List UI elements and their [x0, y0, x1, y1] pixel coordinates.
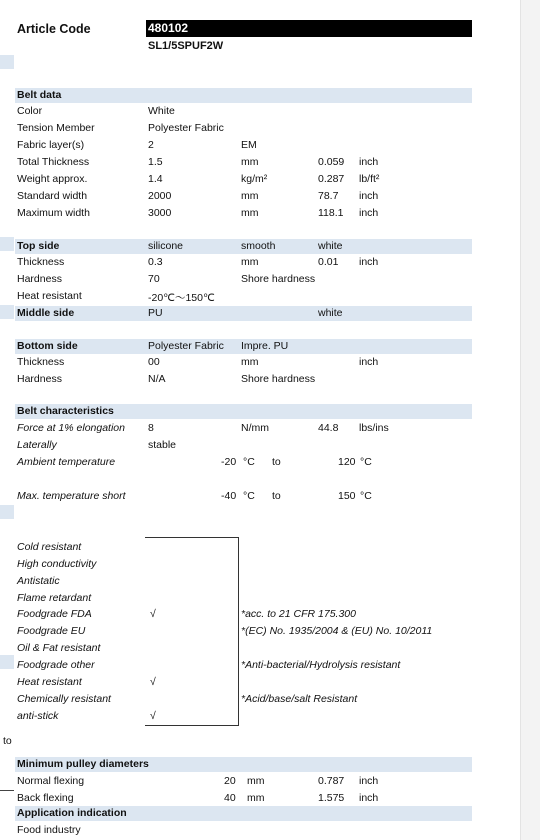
property-note: *acc. to 21 CFR 175.300 [241, 608, 356, 620]
row-unit: Shore hardness [241, 273, 316, 285]
row-label: Heat resistant [17, 290, 82, 302]
force-imperial-value: 44.8 [318, 422, 339, 434]
row-unit: EM [241, 139, 257, 151]
row-label: Maximum width [17, 207, 90, 219]
row-unit: mm [247, 792, 265, 804]
row-imperial-value: 1.575 [318, 792, 345, 804]
short-temp-label: Max. temperature short [17, 490, 126, 502]
laterally-value: stable [148, 439, 177, 451]
row-imperial-value: 118.1 [318, 207, 344, 219]
row-marker [0, 55, 14, 69]
row-label: Standard width [17, 190, 88, 202]
property-note: *Anti-bacterial/Hydrolysis resistant [241, 659, 401, 671]
row-unit: mm [247, 775, 265, 787]
row-imperial-unit: inch [359, 356, 379, 368]
row-value: 1.4 [148, 173, 163, 185]
row-label: Fabric layer(s) [17, 139, 85, 151]
row-imperial-unit: inch [359, 207, 379, 219]
row-label: Thickness [17, 256, 65, 268]
article-code-label: Article Code [17, 22, 91, 36]
row-marker [0, 655, 14, 669]
property-label: Heat resistant [17, 676, 82, 688]
deg-unit: °C [360, 456, 372, 468]
row-value: 3000 [148, 207, 172, 219]
property-label: Foodgrade EU [17, 625, 86, 637]
middle-side-title: Middle side [17, 307, 75, 319]
force-imperial-unit: lbs/ins [359, 422, 389, 434]
property-label: Flame retardant [17, 592, 92, 604]
top-side-title: Top side [17, 240, 60, 252]
section-band [15, 306, 472, 321]
row-marker [0, 505, 14, 519]
property-label: Oil & Fat resistant [17, 642, 101, 654]
property-note: *Acid/base/salt Resistant [241, 693, 358, 705]
properties-bracket [145, 537, 239, 726]
row-label: Hardness [17, 273, 62, 285]
property-label: Antistatic [17, 575, 60, 587]
force-unit: N/mm [241, 422, 269, 434]
row-unit: kg/m² [241, 173, 268, 185]
row-unit: mm [241, 356, 259, 368]
top-side-surface: smooth [241, 240, 276, 252]
row-value: 40 [224, 792, 236, 804]
property-label: anti-stick [17, 710, 59, 722]
row-value: -20℃～150℃ [148, 292, 215, 304]
row-value: 00 [148, 356, 160, 368]
row-imperial-value: 0.059 [318, 156, 345, 168]
to-label: to [272, 490, 281, 502]
row-marker [0, 305, 14, 319]
row-unit: Shore hardness [241, 373, 316, 385]
check-mark: √ [150, 710, 156, 722]
property-note: *(EC) No. 1935/2004 & (EU) No. 10/2011 [241, 625, 433, 637]
middle-side-material: PU [148, 307, 163, 319]
bottom-side-title: Bottom side [17, 340, 78, 352]
row-imperial-unit: inch [359, 775, 379, 787]
top-side-color: white [318, 240, 343, 252]
property-label: High conductivity [17, 558, 97, 570]
row-imperial-unit: inch [359, 792, 379, 804]
property-label: Chemically resistant [17, 693, 111, 705]
row-label: Total Thickness [17, 156, 90, 168]
ambient-temp-min: -20 [221, 456, 237, 468]
row-imperial-value: 0.01 [318, 256, 339, 268]
row-imperial-value: 0.787 [318, 775, 345, 787]
short-temp-min: -40 [221, 490, 237, 502]
deg-unit: °C [243, 490, 255, 502]
margin-to-text: to [3, 735, 12, 747]
model-code: SL1/5SPUF2W [148, 40, 224, 52]
row-label: Hardness [17, 373, 62, 385]
row-imperial-unit: lb/ft² [359, 173, 380, 185]
row-imperial-value: 0.287 [318, 173, 345, 185]
row-value: White [148, 105, 175, 117]
deg-unit: °C [360, 490, 372, 502]
row-imperial-unit: inch [359, 156, 379, 168]
row-value: Polyester Fabric [148, 122, 224, 134]
row-value: 2000 [148, 190, 172, 202]
row-value: 20 [224, 775, 236, 787]
property-label: Foodgrade other [17, 659, 95, 671]
check-mark: √ [150, 608, 156, 620]
belt-data-title: Belt data [17, 89, 62, 101]
ambient-temp-label: Ambient temperature [17, 456, 116, 468]
check-mark: √ [150, 676, 156, 688]
bottom-side-material: Polyester Fabric [148, 340, 224, 352]
deg-unit: °C [243, 456, 255, 468]
short-temp-max: 150 [338, 490, 356, 502]
row-label: Back flexing [17, 792, 74, 804]
row-value: 2 [148, 139, 154, 151]
row-label: Color [17, 105, 43, 117]
page-edge-strip [520, 0, 540, 840]
row-unit: mm [241, 256, 259, 268]
row-unit: mm [241, 190, 259, 202]
section-band [15, 88, 472, 103]
row-value: N/A [148, 373, 166, 385]
pulley-title: Minimum pulley diameters [17, 758, 149, 770]
force-label: Force at 1% elongation [17, 422, 125, 434]
ambient-temp-max: 120 [338, 456, 356, 468]
row-value: 1.5 [148, 156, 163, 168]
property-label: Cold resistant [17, 541, 82, 553]
laterally-label: Laterally [17, 439, 57, 451]
row-label: Tension Member [17, 122, 95, 134]
force-value: 8 [148, 422, 154, 434]
row-label: Thickness [17, 356, 65, 368]
row-label: Normal flexing [17, 775, 85, 787]
row-imperial-unit: inch [359, 256, 379, 268]
row-value: 70 [148, 273, 160, 285]
article-code-value: 480102 [146, 20, 472, 37]
characteristics-title: Belt characteristics [17, 405, 114, 417]
to-label: to [272, 456, 281, 468]
row-imperial-unit: inch [359, 190, 379, 202]
row-marker [0, 790, 14, 805]
row-unit: mm [241, 207, 259, 219]
top-side-material: silicone [148, 240, 184, 252]
row-label: Weight approx. [17, 173, 88, 185]
row-imperial-value: 78.7 [318, 190, 339, 202]
application-text: Food industry [17, 824, 81, 836]
row-unit: mm [241, 156, 259, 168]
row-marker [0, 237, 14, 251]
row-value: 0.3 [148, 256, 163, 268]
middle-side-color: white [318, 307, 343, 319]
application-title: Application indication [17, 807, 127, 819]
property-label: Foodgrade FDA [17, 608, 92, 620]
bottom-side-surface: Impre. PU [241, 340, 289, 352]
